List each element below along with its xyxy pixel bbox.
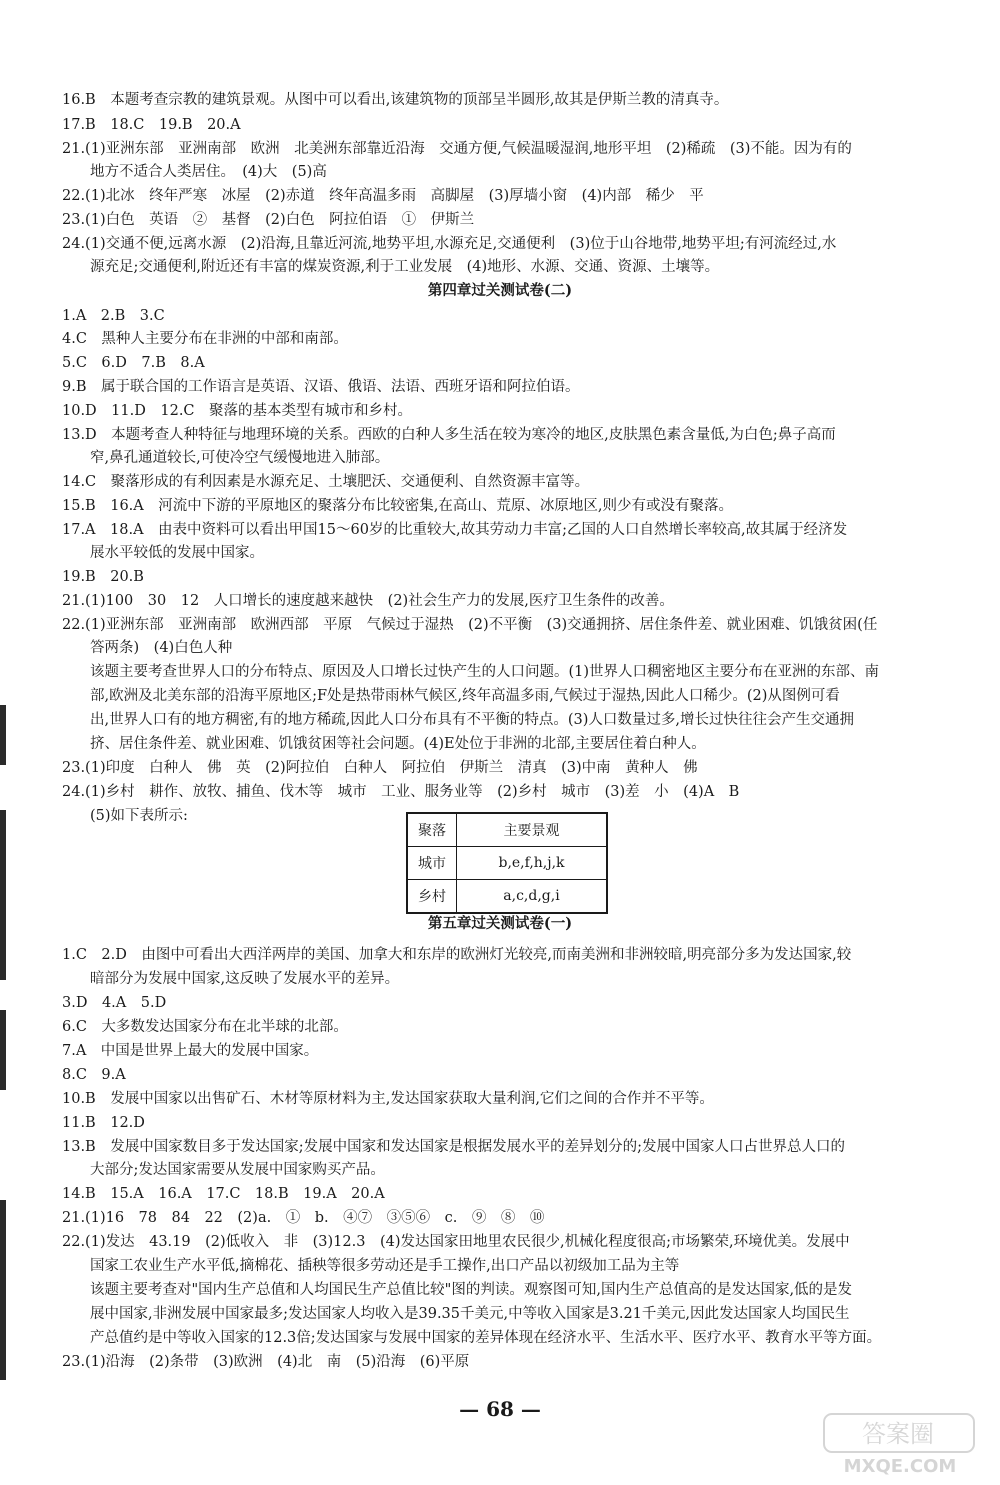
text-line: 国家工农业生产水平低,摘棉花、插秧等很多劳动还是手工操作,出口产品以初级加工品为主等 bbox=[90, 1258, 680, 1274]
binding-edge-mark bbox=[0, 1200, 6, 1380]
text-line: 21.(1)亚洲东部 亚洲南部 欧洲 北美洲东部靠近沿海 交通方便,气候温暖湿润,地形平坦 (2)稀疏 (3)不能。因为有的 bbox=[62, 141, 852, 157]
text-line: 1.A 2.B 3.C bbox=[62, 308, 165, 324]
binding-edge-mark bbox=[0, 705, 6, 765]
text-line: 8.C 9.A bbox=[62, 1067, 126, 1083]
text-line: 19.B 20.B bbox=[62, 569, 144, 585]
section-heading: 第五章过关测试卷(一) bbox=[427, 915, 573, 932]
text-line: 部,欧洲及北美东部的沿海平原地区;F处是热带雨林气候区,终年高温多雨,气候过于湿热,因此人口稀少。(2)从图例可看 bbox=[90, 688, 840, 704]
text-line: 17.A 18.A 由表中资料可以看出甲国15～60岁的比重较大,故其劳动力丰富;乙国的人口自然增长率较高,故其属于经济发 bbox=[62, 522, 848, 538]
settlement-table bbox=[406, 812, 608, 914]
site-watermark-logo bbox=[820, 1410, 980, 1480]
table-cell: a,c,d,g,i bbox=[457, 880, 608, 914]
text-line: 大部分;发达国家需要从发展中国家购买产品。 bbox=[90, 1162, 385, 1178]
text-line: (5)如下表所示: bbox=[90, 808, 188, 824]
text-line: 15.B 16.A 河流中下游的平原地区的聚落分布比较密集,在高山、荒原、冰原地区,则少有或没有聚落。 bbox=[62, 498, 733, 514]
text-line: 24.(1)乡村 耕作、放牧、捕鱼、伐木等 城市 工业、服务业等 (2)乡村 城市 (3)差 小 (4)A B bbox=[62, 784, 740, 800]
text-line: 1.C 2.D 由图中可看出大西洋两岸的美国、加拿大和东岸的欧洲灯光较亮,而南美洲和非洲较暗,明亮部分多为发达国家,较 bbox=[62, 947, 852, 963]
text-line: 23.(1)白色 英语 ② 基督 (2)白色 阿拉伯语 ① 伊斯兰 bbox=[62, 212, 475, 228]
table-header-cell: 聚落 bbox=[407, 813, 457, 847]
text-line: 23.(1)沿海 (2)条带 (3)欧洲 (4)北 南 (5)沿海 (6)平原 bbox=[62, 1354, 470, 1370]
text-line: 6.C 大多数发达国家分布在北半球的北部。 bbox=[62, 1019, 348, 1035]
binding-edge-mark bbox=[0, 810, 6, 980]
text-line: 4.C 黑种人主要分布在非洲的中部和南部。 bbox=[62, 331, 348, 347]
binding-edge-mark bbox=[0, 1010, 6, 1090]
text-line: 10.D 11.D 12.C 聚落的基本类型有城市和乡村。 bbox=[62, 403, 413, 419]
page-number-value: 68 bbox=[486, 1397, 514, 1421]
text-line: 14.B 15.A 16.A 17.C 18.B 19.A 20.A bbox=[62, 1186, 385, 1202]
text-line: 23.(1)印度 白种人 佛 英 (2)阿拉伯 白种人 阿拉伯 伊斯兰 清真 (3)中南 黄种人 佛 bbox=[62, 760, 698, 776]
text-line: 22.(1)北冰 终年严寒 冰屋 (2)赤道 终年高温多雨 高脚屋 (3)厚墙小窗 (4)内部 稀少 平 bbox=[62, 188, 704, 204]
table-row bbox=[407, 847, 607, 880]
text-line: 出,世界人口有的地方稠密,有的地方稀疏,因此人口分布具有不平衡的特点。(3)人口数量过多,增长过快往往会产生交通拥 bbox=[90, 712, 854, 728]
text-line: 21.(1)100 30 12 人口增长的速度越来越快 (2)社会生产力的发展,医疗卫生条件的改善。 bbox=[62, 593, 674, 609]
text-line: 14.C 聚落形成的有利因素是水源充足、土壤肥沃、交通便利、自然资源丰富等。 bbox=[62, 474, 590, 490]
text-line: 21.(1)16 78 84 22 (2)a. ① b. ④⑦ ③⑤⑥ c. ⑨ ⑧ ⑩ bbox=[62, 1210, 545, 1226]
table-cell: 城市 bbox=[407, 847, 457, 880]
table-cell: 乡村 bbox=[407, 880, 457, 914]
watermark-title: 答案圈 bbox=[862, 1420, 934, 1448]
watermark-url: MXQE.COM bbox=[843, 1456, 957, 1477]
text-line: 展中国家,非洲发展中国家最多;发达国家人均收入是39.35千美元,中等收入国家是3.21千美元,因此发达国家人均国民生 bbox=[90, 1306, 850, 1322]
text-line: 该题主要考查世界人口的分布特点、原因及人口增长过快产生的人口问题。(1)世界人口稠密地区主要分布在亚洲的东部、南 bbox=[90, 664, 880, 680]
text-line: 17.B 18.C 19.B 20.A bbox=[62, 117, 241, 133]
text-line: 挤、居住条件差、就业困难、饥饿贫困等社会问题。(4)E处位于非洲的北部,主要居住着白种人。 bbox=[90, 736, 706, 752]
text-line: 13.B 发展中国家数目多于发达国家;发展中国家和发达国家是根据发展水平的差异划分的;发展中国家人口占世界总人口的 bbox=[62, 1139, 845, 1155]
text-line: 16.B 本题考查宗教的建筑景观。从图中可以看出,该建筑物的顶部呈半圆形,故其是伊斯兰教的清真寺。 bbox=[62, 92, 729, 108]
text-line: 7.A 中国是世界上最大的发展中国家。 bbox=[62, 1043, 319, 1059]
text-line: 产总值约是中等收入国家的12.3倍;发达国家与发展中国家的差异体现在经济水平、生活水平、医疗水平、教育水平等方面。 bbox=[90, 1330, 882, 1346]
text-line: 11.B 12.D bbox=[62, 1115, 145, 1131]
text-line: 源充足;交通便利,附近还有丰富的煤炭资源,利于工业发展 (4)地形、水源、交通、资源、土壤等。 bbox=[90, 259, 720, 275]
text-line: 22.(1)亚洲东部 亚洲南部 欧洲西部 平原 气候过于湿热 (2)不平衡 (3)交通拥挤、居住条件差、就业困难、饥饿贫困(任 bbox=[62, 617, 878, 633]
table-cell: b,e,f,h,j,k bbox=[457, 847, 608, 880]
table-header-row bbox=[407, 813, 607, 847]
text-line: 3.D 4.A 5.D bbox=[62, 995, 167, 1011]
text-line: 展水平较低的发展中国家。 bbox=[90, 545, 264, 561]
text-line: 22.(1)发达 43.19 (2)低收入 非 (3)12.3 (4)发达国家田地里农民很少,机械化程度很高;市场繁荣,环境优美。发展中 bbox=[62, 1234, 850, 1250]
text-line: 窄,鼻孔通道较长,可使冷空气缓慢地进入肺部。 bbox=[90, 450, 390, 466]
text-line: 9.B 属于联合国的工作语言是英语、汉语、俄语、法语、西班牙语和阿拉伯语。 bbox=[62, 379, 580, 395]
text-line: 该题主要考查对"国内生产总值和人均国民生产总值比较"图的判读。观察图可知,国内生产总值高的是发达国家,低的是发 bbox=[90, 1282, 853, 1298]
table-row bbox=[407, 880, 607, 914]
page-number: — 68 — bbox=[459, 1397, 541, 1421]
text-line: 暗部分为发展中国家,这反映了发展水平的差异。 bbox=[90, 971, 400, 987]
text-line: 答两条) (4)白色人种 bbox=[90, 640, 233, 656]
section-heading: 第四章过关测试卷(二) bbox=[427, 282, 573, 299]
text-line: 地方不适合人类居住。 (4)大 (5)高 bbox=[90, 164, 327, 180]
text-line: 24.(1)交通不便,远离水源 (2)沿海,且靠近河流,地势平坦,水源充足,交通便利 (3)位于山谷地带,地势平坦;有河流经过,水 bbox=[62, 236, 837, 252]
table-header-cell: 主要景观 bbox=[457, 813, 608, 847]
text-line: 10.B 发展中国家以出售矿石、木材等原材料为主,发达国家获取大量利润,它们之间的合作并不平等。 bbox=[62, 1091, 714, 1107]
text-line: 13.D 本题考查人种特征与地理环境的关系。西欧的白种人多生活在较为寒冷的地区,皮肤黑色素含量低,为白色;鼻子高而 bbox=[62, 427, 836, 443]
text-line: 5.C 6.D 7.B 8.A bbox=[62, 355, 205, 371]
